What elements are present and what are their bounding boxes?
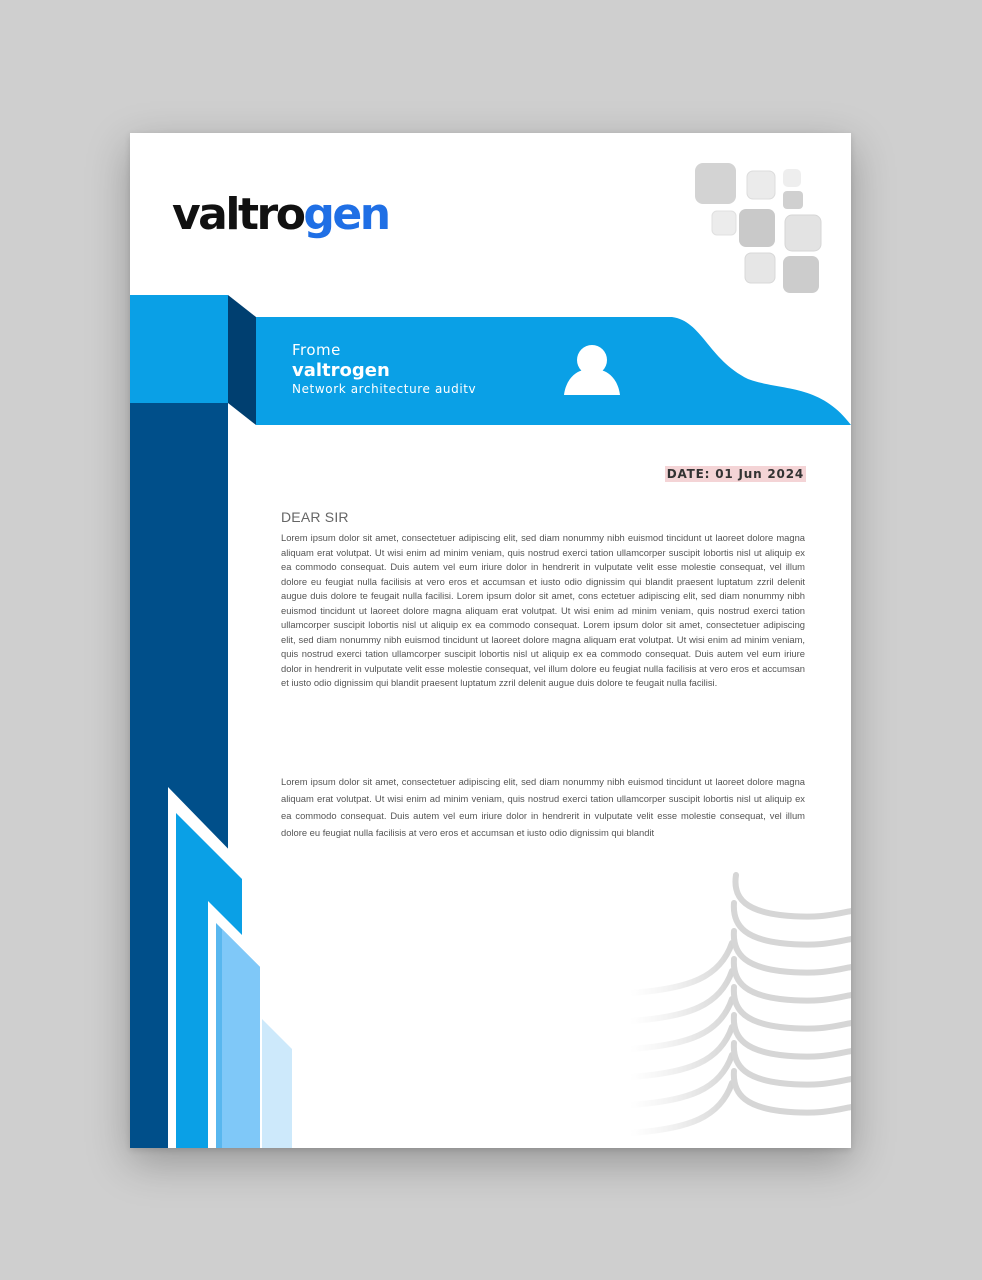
rounded-squares-decoration xyxy=(695,161,825,296)
logo-text-dark: valtro xyxy=(172,189,304,240)
letter-paragraph-2: Lorem ipsum dolor sit amet, consectetuer adipiscing elit, sed diam nonummy nibh euismod tincidunt ut laoreet dolore magna aliquam erat volutpat. Ut wisi enim ad minim veniam, quis nostrud exerci tation ullamcorper suscipit lobortis nisl ut aliquip ex ea commodo consequat. Duis autem vel eum iriure dolor in hendrerit in vulputate velit esse molestie consequat, vel illum dolore eu feugiat nulla facilisis at vero eros et accumsan et iusto odio dignissim qui blandit xyxy=(281,776,805,838)
logo-text-blue: gen xyxy=(303,189,389,240)
company-logo xyxy=(172,189,389,240)
letter-date: DATE: 01 Jun 2024 xyxy=(666,467,804,481)
sender-block xyxy=(292,341,476,396)
letterhead-page xyxy=(130,133,851,1148)
user-icon xyxy=(562,343,622,397)
letter-greeting: DEAR SIR xyxy=(281,509,349,525)
letter-paragraph-1: Lorem ipsum dolor sit amet, consectetuer adipiscing elit, sed diam nonummy nibh euismod tincidunt ut laoreet dolore magna aliquam erat volutpat. Ut wisi enim ad minim veniam, quis nostrud exerci tation ullamcorper suscipit lobortis nisl ut aliquip ex ea commodo consequat. Duis autem vel eum iriure dolor in hendrerit in vulputate velit esse molestie consequat, vel illum dolore eu feugiat nulla facilisis at vero eros et accumsan et iusto odio dignissim qui blandit praesent luptatum zzril delenit augue duis dolore te feugait nulla facilisi. Lorem ipsum dolor sit amet, cons ectetuer adipiscing elit, sed diam nonummy nibh euismod tincidunt ut laoreet dolore magna aliquam erat volutpat. Ut wisi enim ad minim veniam, quis nostrud exerci tation ullamcorper suscipit lobortis nisl ut aliquip ex ea commodo consequat. Lorem ipsum dolor sit amet, consectetuer adipiscing elit, sed diam nonummy nibh euismod tincidunt ut laoreet dolore magna aliquam erat volutpat. Ut wisi enim ad minim veniam, quis nostrud exerci tation ullamcorper suscipit lobortis nisl ut aliquip ex ea commodo consequat. Duis autem vel eum iriure dolor in hendrerit in vulputate velit esse molestie consequat, vel illum dolore eu feugiat nulla facilisis at vero eros et accumsan et iusto odio dignissim qui blandit praesent luptatum zzril delenit augue duis dolore te feugait nulla facilisi. xyxy=(281,532,805,688)
building-skyline-decoration xyxy=(130,773,300,1148)
from-label: Frome xyxy=(292,341,341,359)
sender-subtitle: Network architecture auditv xyxy=(292,382,477,396)
wave-lines-decoration xyxy=(620,871,851,1148)
sender-company: valtrogen xyxy=(292,360,390,381)
